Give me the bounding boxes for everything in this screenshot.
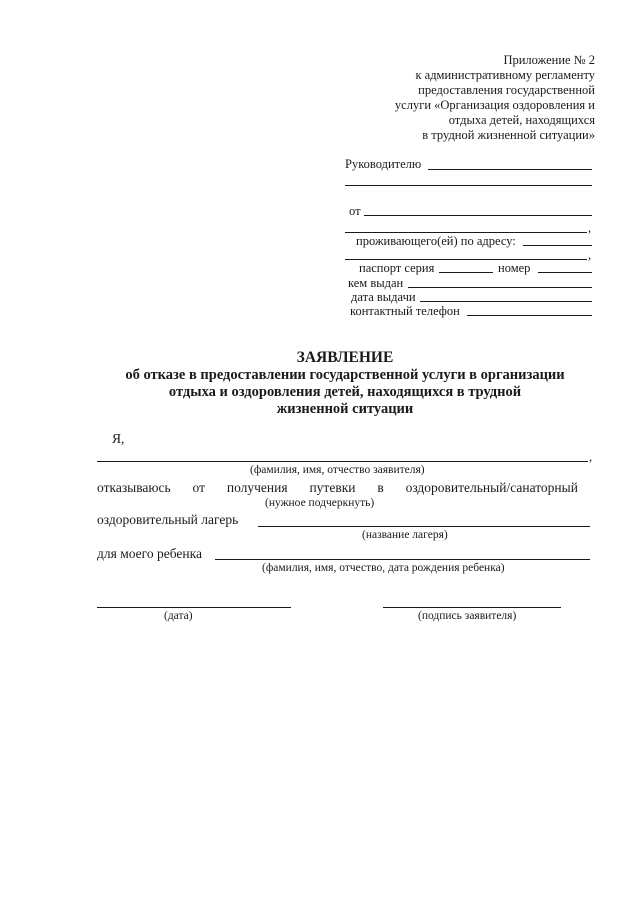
address-label: проживающего(ей) по адресу: (356, 234, 516, 248)
date-caption: (дата) (164, 610, 193, 622)
appendix-text-line: предоставления государственной (418, 83, 595, 97)
statement-subtitle-line: жизненной ситуации (276, 401, 414, 417)
child-info-field[interactable] (215, 559, 590, 560)
head-label: Руководителю (345, 157, 422, 171)
passport-series-field[interactable] (439, 272, 493, 273)
passport-series-label: паспорт серия (359, 261, 435, 275)
refuse-line (97, 479, 578, 496)
applicant-fio-field[interactable] (97, 461, 588, 462)
refuse-word: путевки (309, 480, 356, 495)
camp-label: оздоровительный лагерь (97, 512, 239, 527)
statement-subtitle-line: об отказе в предоставлении государственной услуги в организации (125, 367, 565, 383)
head-name-field-cont[interactable] (345, 185, 592, 186)
appendix-text-line: услуги «Организация оздоровления и (394, 98, 595, 112)
underline-caption: (нужное подчеркнуть) (265, 497, 375, 509)
refuse-word: отказываюсь (97, 480, 171, 495)
phone-label: контактный телефон (350, 304, 460, 318)
i-label: Я, (112, 431, 125, 446)
comma: , (589, 450, 593, 464)
applicant-fio-caption: (фамилия, имя, отчество заявителя) (250, 464, 425, 476)
appendix-text-line: отдыха детей, находящихся (448, 113, 595, 127)
child-label: для моего ребенка (97, 546, 202, 561)
date-field[interactable] (97, 607, 291, 608)
refuse-word: получения (226, 480, 288, 495)
head-name-field[interactable] (428, 169, 592, 170)
comma: , (588, 248, 592, 262)
issued-by-field[interactable] (408, 287, 592, 288)
signature-field[interactable] (383, 607, 561, 608)
refuse-word: в (377, 480, 384, 495)
refuse-word: оздоровительный/санаторный (405, 480, 578, 495)
signature-caption: (подпись заявителя) (418, 610, 517, 622)
address-field[interactable] (523, 245, 592, 246)
camp-name-field[interactable] (258, 526, 590, 527)
appendix-text-line: к административному регламенту (415, 68, 595, 82)
phone-field[interactable] (467, 315, 592, 316)
child-caption: (фамилия, имя, отчество, дата рождения ребенка) (262, 562, 505, 574)
appendix-number: Приложение № 2 (503, 53, 595, 67)
camp-caption: (название лагеря) (362, 529, 448, 541)
passport-number-label: номер (498, 261, 531, 275)
statement-title: ЗАЯВЛЕНИЕ (296, 349, 394, 366)
from-field[interactable] (364, 215, 592, 216)
statement-subtitle-line: отдыха и оздоровления детей, находящихся в трудной (168, 384, 522, 400)
from-label: от (349, 204, 361, 218)
issue-date-label: дата выдачи (351, 290, 416, 304)
issue-date-field[interactable] (420, 301, 592, 302)
issued-by-label: кем выдан (348, 276, 404, 290)
comma: , (588, 221, 592, 235)
passport-number-field[interactable] (538, 272, 592, 273)
refuse-word: от (192, 480, 205, 495)
appendix-text-line: в трудной жизненной ситуации» (422, 128, 595, 142)
